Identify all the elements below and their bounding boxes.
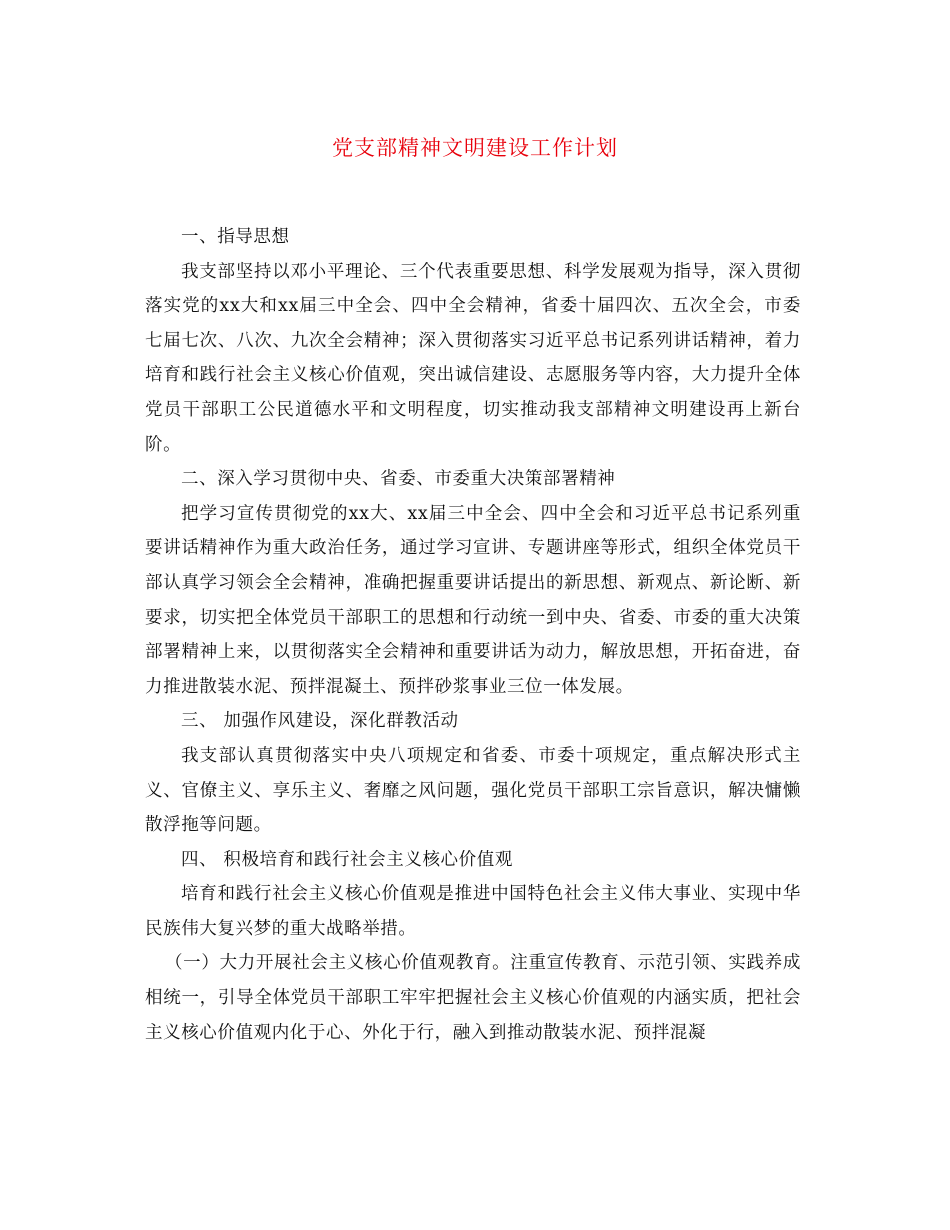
section-heading-core-values: 四、 积极培育和践行社会主义核心价值观 [181, 849, 513, 870]
section-subitem-core-values-education: （一）大力开展社会主义核心价值观教育。注重宣传教育、示范引领、实践养成相统一，引导全体党员干部职工牢牢把握社会主义核心价值观的内涵实质，把社会主义核心价值观内化于心、外化于行，融入到推动散装水泥、预拌混凝 [145, 953, 801, 1043]
section-heading-study-decisions: 二、深入学习贯彻中央、省委、市委重大决策部署精神 [181, 469, 616, 490]
document-body [145, 220, 801, 1050]
section-paragraph-guiding-thought: 我支部坚持以邓小平理论、三个代表重要思想、科学发展观为指导，深入贯彻落实党的xx大和xx届三中全会、四中全会精神，省委十届四次、五次全会，市委七届七次、八次、九次全会精神；深入贯彻落实习近平总书记系列讲话精神，着力培育和践行社会主义核心价值观，突出诚信建设、志愿服务等内容，大力提升全体党员干部职工公民道德水平和文明程度，切实推动我支部精神文明建设再上新台阶。 [145, 261, 801, 455]
document-title: 党支部精神文明建设工作计划 [332, 136, 618, 160]
section-paragraph-study-decisions: 把学习宣传贯彻党的xx大、xx届三中全会、四中全会和习近平总书记系列重要讲话精神作为重大政治任务，通过学习宣讲、专题讲座等形式，组织全体党员干部认真学习领会全会精神，准确把握重要讲话提出的新思想、新观点、新论断、新要求，切实把全体党员干部职工的思想和行动统一到中央、省委、市委的重大决策部署精神上来，以贯彻落实全会精神和重要讲话为动力，解放思想，开拓奋进，奋力推进散装水泥、预拌混凝土、预拌砂浆事业三位一体发展。 [145, 503, 801, 697]
section-heading-work-style: 三、 加强作风建设，深化群教活动 [181, 711, 459, 732]
section-paragraph-work-style: 我支部认真贯彻落实中央八项规定和省委、市委十项规定，重点解决形式主义、官僚主义、享乐主义、奢靡之风问题，强化党员干部职工宗旨意识，解决慵懒散浮拖等问题。 [145, 745, 801, 836]
section-paragraph-core-values: 培育和践行社会主义核心价值观是推进中国特色社会主义伟大事业、实现中华民族伟大复兴梦的重大战略举措。 [145, 884, 801, 939]
section-heading-guiding-thought: 一、指导思想 [181, 227, 290, 247]
